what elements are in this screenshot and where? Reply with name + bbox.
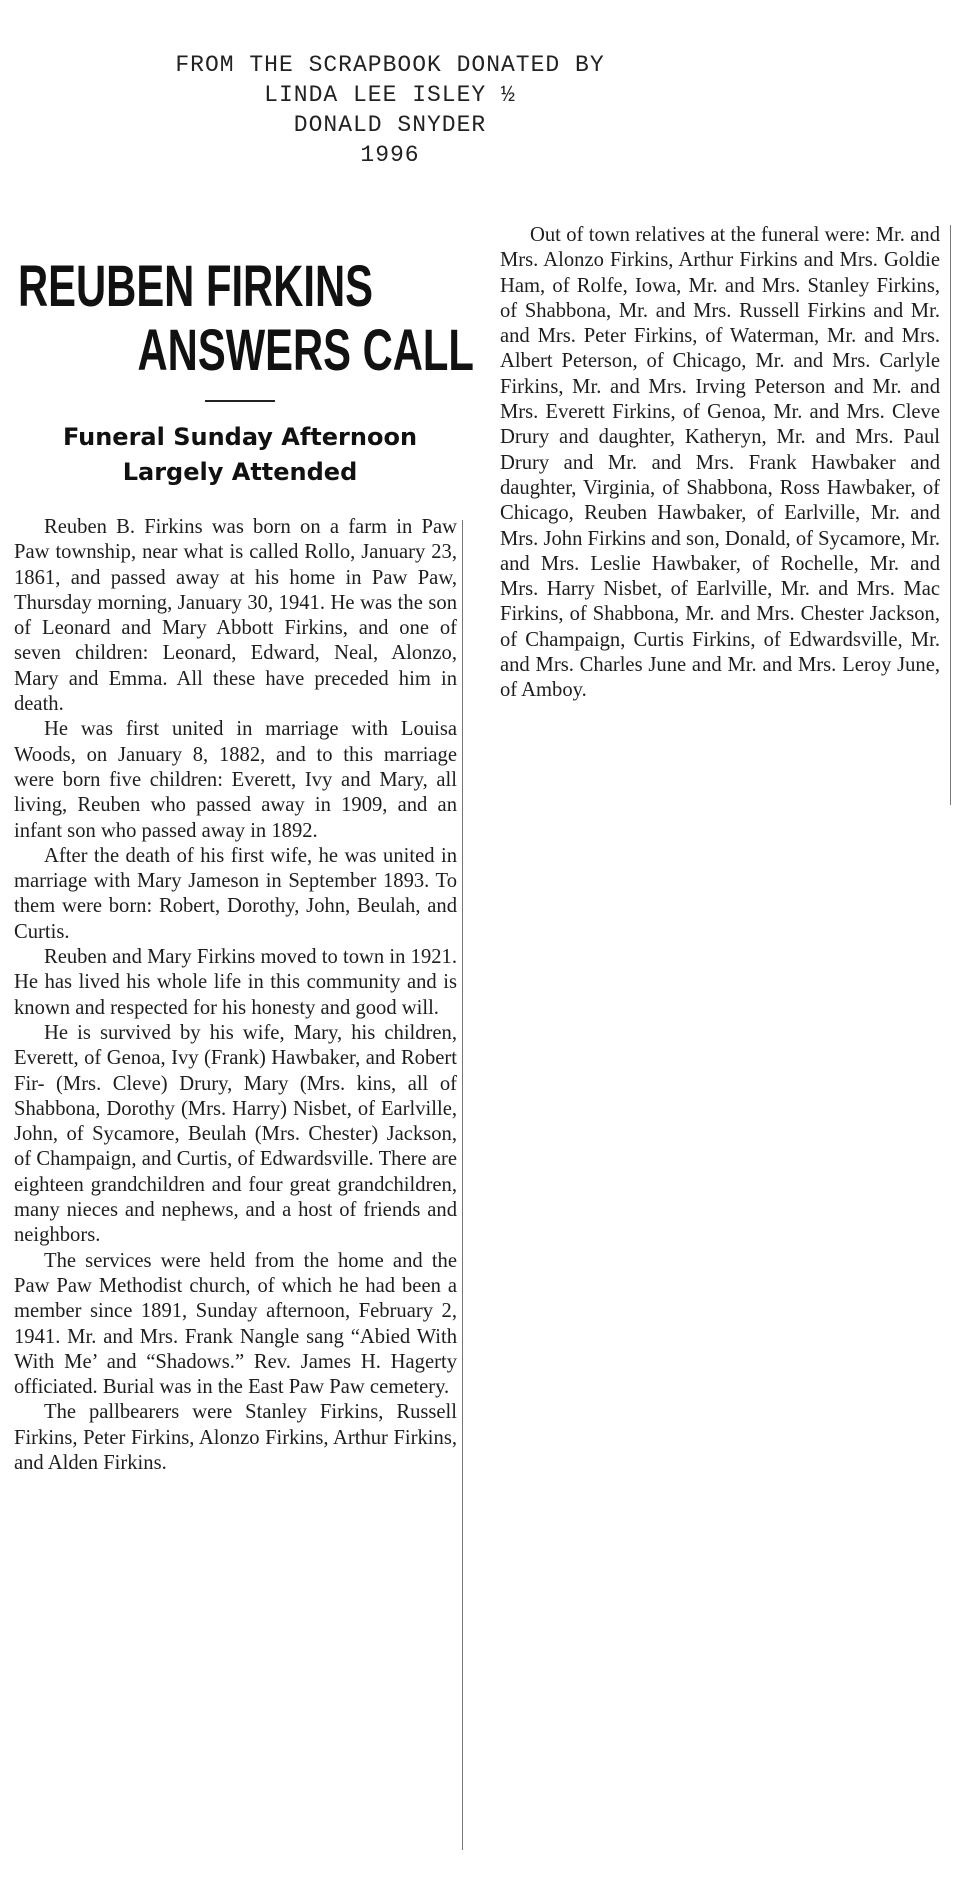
headline [18,254,474,383]
headline-divider [205,400,275,402]
column-edge [462,520,463,1850]
headline-line-2: ANSWERS CALL [137,318,474,383]
article-paragraph: The pallbearers were Stanley Firkins, Russell Firkins, Peter Firkins, Alonzo Firkins, Arthur Firkins, and Alden Firkins. [14,1401,457,1474]
article-column-left [14,515,457,1476]
article-paragraph: After the death of his first wife, he was united in marriage with Mary Jameson in September 1893. To them were born: Robert, Dorothy, John, Beulah, and Curtis. [14,844,457,943]
donation-line: FROM THE SCRAPBOOK DONATED BY [175,52,605,78]
article-paragraph: The services were held from the home and the Paw Paw Methodist church, of which he had been a member since 1891, Sunday afternoon, February 2, 1941. Mr. and Mrs. Frank Nangle sang “Abied With With Me’ and “Shadows.” Rev. James H. Hagerty officiated. Burial was in the East Paw Paw cemetery. [14,1249,457,1399]
donation-line: LINDA LEE ISLEY ½ [264,82,516,108]
article-paragraph: Reuben B. Firkins was born on a farm in Paw Paw township, near what is called Rollo, January 23, 1861, and passed away at his home in Paw Paw, Thursday morning, January 30, 1941. He was the son of Leonard and Mary Abbott Firkins, and one of seven children: Leonard, Edward, Neal, Alonzo, Mary and Emma. All these have preceded him in death. [14,516,457,716]
article-column-right [500,223,940,704]
article-paragraph: Reuben and Mary Firkins moved to town in 1921. He has lived his whole life in this community and is known and respected for his honesty and good will. [14,946,457,1019]
donation-year: 1996 [360,142,420,168]
article-paragraph: He was first united in marriage with Louisa Woods, on January 8, 1882, and to this marriage were born five children: Everett, Ivy and Mary, all living, Reuben who passed away in 1909, and an infant son who passed away in 1892. [14,718,457,842]
article-paragraph: He is survived by his wife, Mary, his children, Everett, of Genoa, Ivy (Frank) Hawbaker, and Robert Fir- (Mrs. Cleve) Drury, Mary (Mrs. kins, all of Shabbona, Dorothy (Mrs. Harry) Nisbet, of Earlville, John, of Sycamore, Beulah (Mrs. Chester) Jackson, of Champaign, and Curtis, of Edwardsville. There are eighteen grandchildren and four great grandchildren, many nieces and nephews, and a host of friends and neighbors. [14,1021,457,1247]
column-edge [950,225,951,805]
headline-line-1: REUBEN FIRKINS [18,254,373,319]
subheadline-line-2: Largely Attended [122,458,358,486]
article-paragraph: Out of town relatives at the funeral were: Mr. and Mrs. Alonzo Firkins, Arthur Firkins and Mrs. Goldie Ham, of Rolfe, Iowa, Mr. and Mrs. Stanley Firkins, of Shabbona, Mr. and Mrs. Russell Firkins and Mr. and Mrs. Peter Firkins, of Waterman, Mr. and Mrs. Albert Peterson, of Chicago, Mr. and Mrs. Carlyle Firkins, Mr. and Mrs. Irving Peterson and Mr. and Mrs. Everett Firkins, of Genoa, Mr. and Mrs. Cleve Drury and daughter, Katheryn, Mr. and Mrs. Paul Drury and Mr. and Mrs. Frank Hawbaker and daughter, Virginia, of Shabbona, Ross Hawbaker, of Chicago, Reuben Hawbaker, of Earlville, Mr. and Mrs. John Firkins and son, Donald, of Sycamore, Mr. and Mrs. Leslie Hawbaker, of Rochelle, Mr. and Mrs. Harry Nisbet, of Earlville, Mr. and Mrs. Mac Firkins, of Shabbona, Mr. and Mrs. Chester Jackson, of Champaign, Curtis Firkins, of Edwardsville, Mr. and Mrs. Charles June and Mr. and Mrs. Leroy June, of Amboy. [500,224,940,702]
scrapbook-donation-note [130,50,650,170]
subheadline-line-1: Funeral Sunday Afternoon [62,423,418,451]
subheadline [15,420,465,490]
donation-line: DONALD SNYDER [293,112,487,138]
